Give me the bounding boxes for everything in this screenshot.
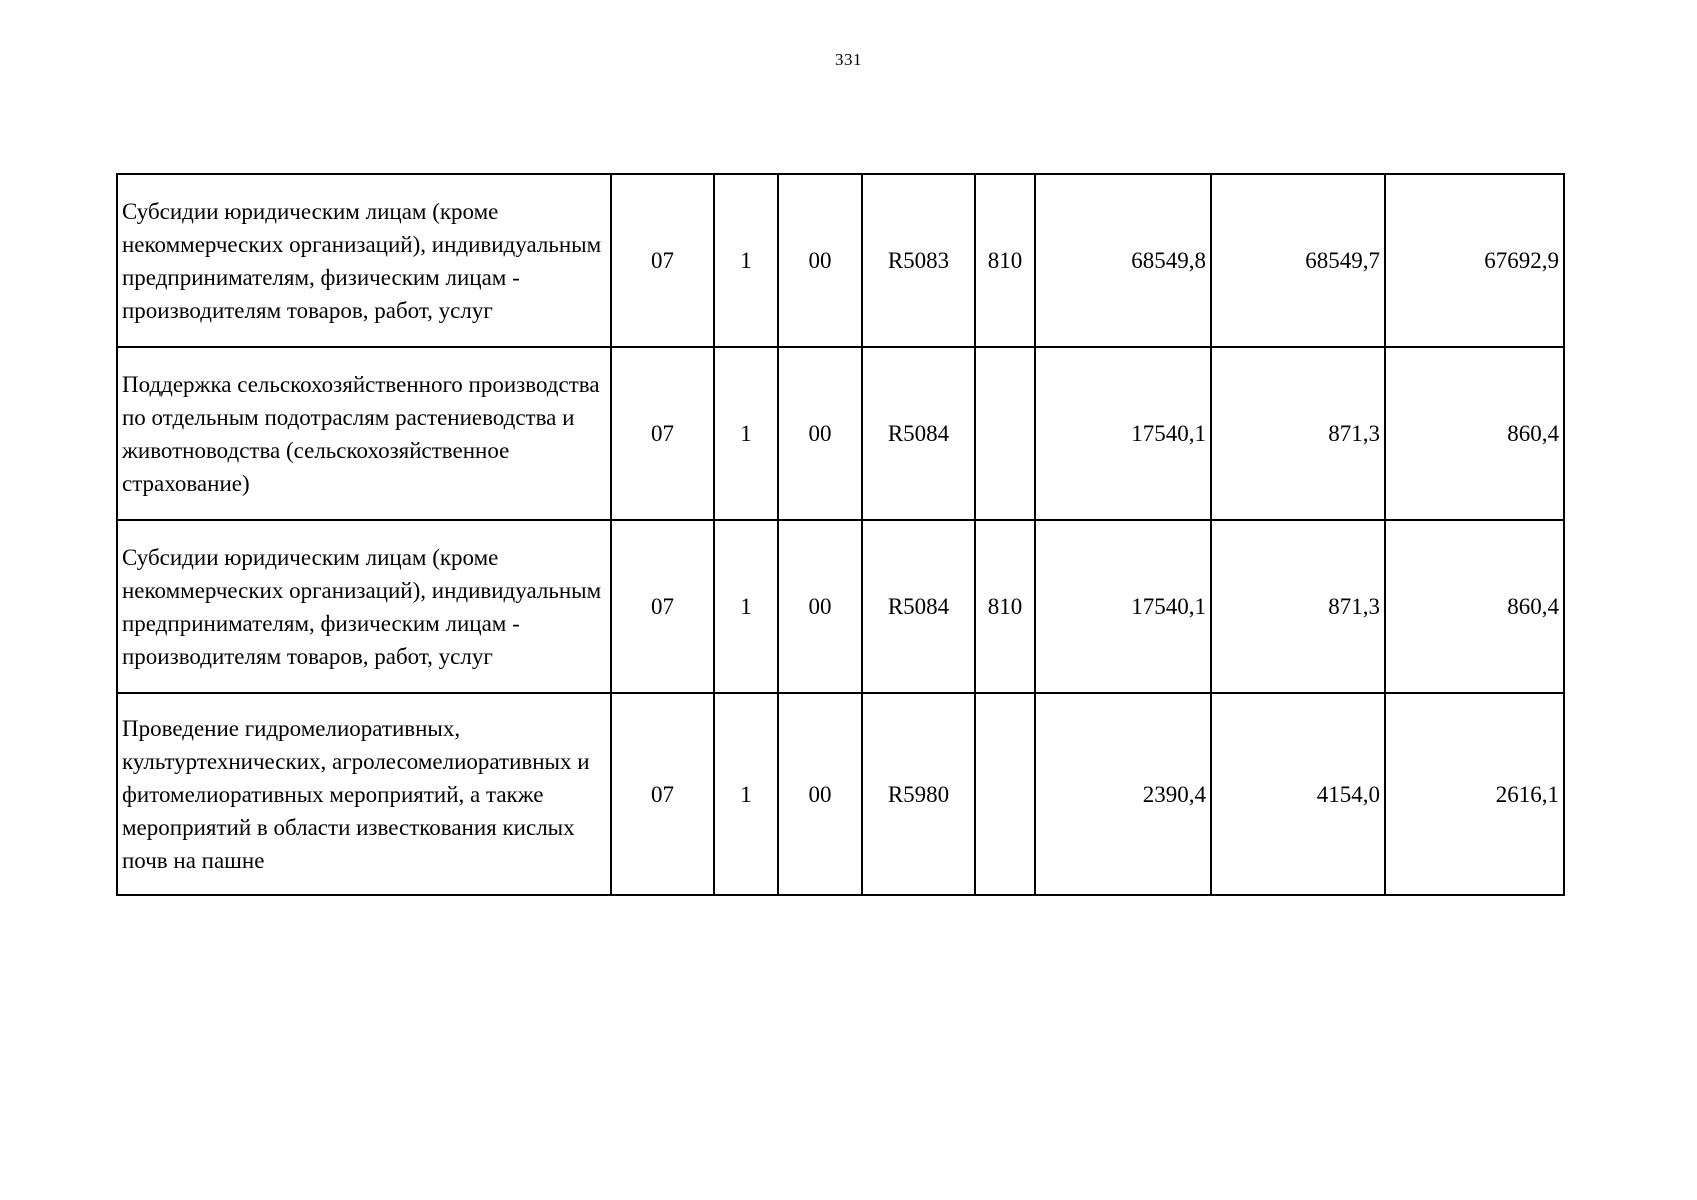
amount-2: 871,3 — [1211, 520, 1385, 693]
table-row — [117, 693, 1564, 895]
row-description: Субсидии юридическим лицам (кроме некоммерческих организаций), индивидуальным предпринимателям, физическим лицам - производителям товаров, работ, услуг — [117, 174, 611, 347]
expense-type-code — [975, 347, 1035, 520]
amount-2: 68549,7 — [1211, 174, 1385, 347]
amount-3: 860,4 — [1385, 520, 1564, 693]
section-code: 07 — [611, 347, 714, 520]
row-description: Субсидии юридическим лицам (кроме некоммерческих организаций), индивидуальным предпринимателям, физическим лицам - производителям товаров, работ, услуг — [117, 520, 611, 693]
amount-1: 17540,1 — [1035, 347, 1211, 520]
amount-3: 860,4 — [1385, 347, 1564, 520]
table-row — [117, 347, 1564, 520]
subprogram-code: 00 — [778, 347, 862, 520]
program-code: 1 — [714, 174, 778, 347]
target-article-code: R5083 — [862, 174, 975, 347]
subprogram-code: 00 — [778, 520, 862, 693]
row-description: Проведение гидромелиоративных, культуртехнических, агролесомелиоративных и фитомелиоративных мероприятий, а также мероприятий в области известкования кислых почв на пашне — [117, 693, 611, 895]
section-code: 07 — [611, 693, 714, 895]
amount-2: 4154,0 — [1211, 693, 1385, 895]
program-code: 1 — [714, 693, 778, 895]
budget-table — [116, 173, 1565, 896]
target-article-code: R5084 — [862, 520, 975, 693]
expense-type-code — [975, 693, 1035, 895]
subprogram-code: 00 — [778, 693, 862, 895]
expense-type-code: 810 — [975, 174, 1035, 347]
section-code: 07 — [611, 520, 714, 693]
section-code: 07 — [611, 174, 714, 347]
amount-1: 68549,8 — [1035, 174, 1211, 347]
amount-2: 871,3 — [1211, 347, 1385, 520]
table-row — [117, 174, 1564, 347]
table-row — [117, 520, 1564, 693]
program-code: 1 — [714, 347, 778, 520]
amount-1: 17540,1 — [1035, 520, 1211, 693]
expense-type-code: 810 — [975, 520, 1035, 693]
row-description: Поддержка сельскохозяйственного производства по отдельным подотраслям растениеводства и животноводства (сельскохозяйственное страхование) — [117, 347, 611, 520]
amount-1: 2390,4 — [1035, 693, 1211, 895]
program-code: 1 — [714, 520, 778, 693]
target-article-code: R5084 — [862, 347, 975, 520]
amount-3: 2616,1 — [1385, 693, 1564, 895]
subprogram-code: 00 — [778, 174, 862, 347]
amount-3: 67692,9 — [1385, 174, 1564, 347]
page-number: 331 — [835, 50, 862, 69]
target-article-code: R5980 — [862, 693, 975, 895]
